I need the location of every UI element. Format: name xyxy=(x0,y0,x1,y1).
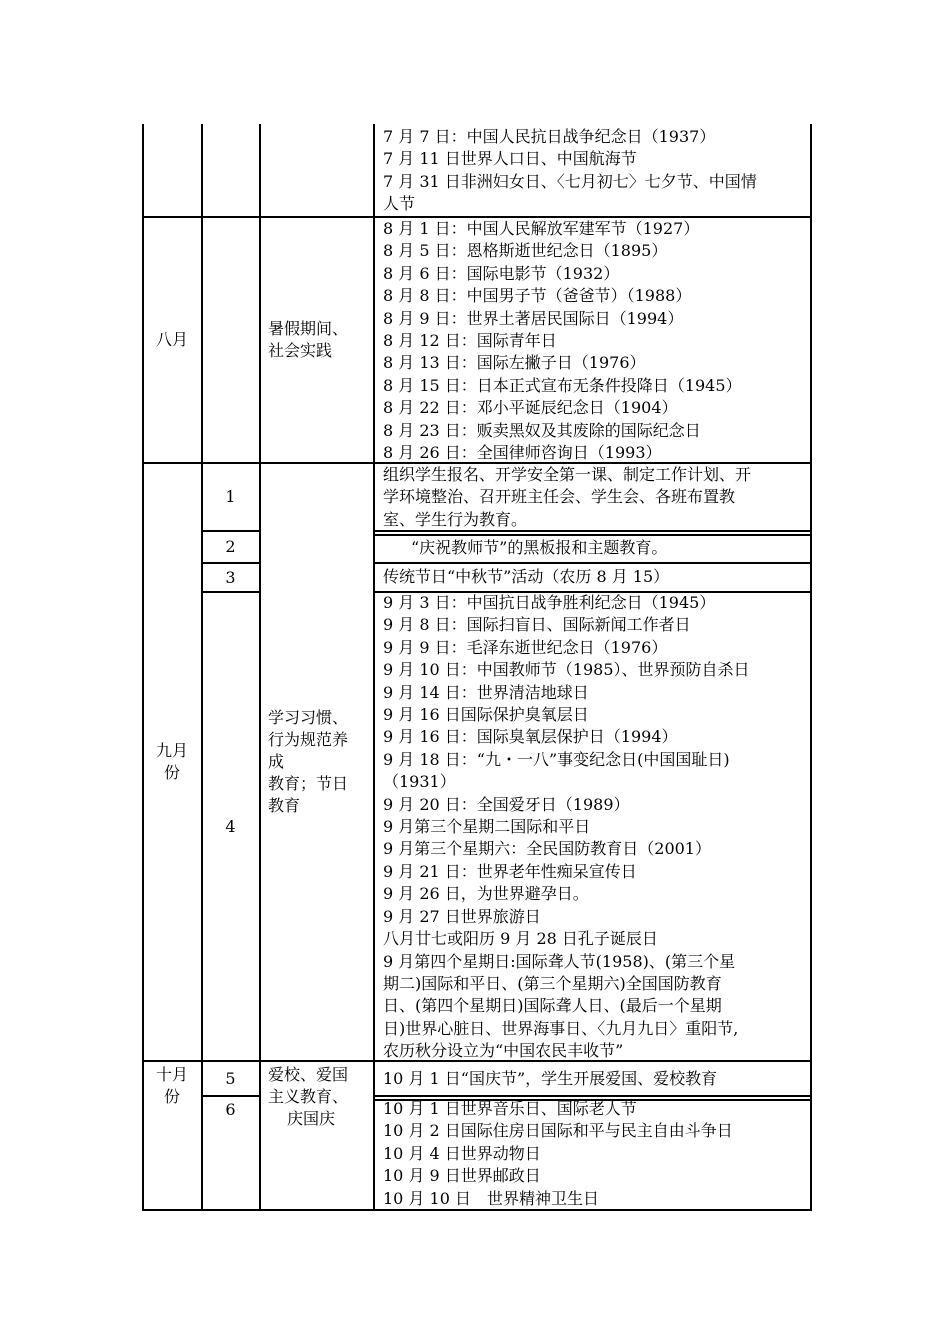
theme-line: 行为规范养 xyxy=(268,730,349,749)
week-line: 9 月 26 日，为世界避孕日。 xyxy=(383,884,589,904)
august-event: 8 月 5 日：恩格斯逝世纪念日（1895） xyxy=(383,241,668,261)
week-number: 1 xyxy=(225,487,236,506)
week-4-content xyxy=(383,592,750,1063)
week-line: 10 月 10 日 世界精神卫生日 xyxy=(383,1188,599,1208)
week-line: 9 月 3 日：中国抗日战争胜利纪念日（1945） xyxy=(383,593,716,612)
week-6-content xyxy=(383,1098,733,1210)
august-event: 8 月 15 日：日本正式宣布无条件投降日（1945） xyxy=(383,375,742,395)
week-number-2 xyxy=(202,532,259,562)
august-event: 8 月 22 日：邓小平诞辰纪念日（1904） xyxy=(383,398,678,418)
week-line: 9 月第四个星期日:国际聋人节(1958)、(第三个星 xyxy=(383,951,736,971)
august-event: 8 月 26 日：全国律师咨询日（1993） xyxy=(383,443,662,463)
week-line: 9 月 8 日：国际扫盲日、国际新闻工作者日 xyxy=(383,615,691,635)
week-line: 9 月第三个星期二国际和平日 xyxy=(383,817,591,837)
october-month-label xyxy=(143,1064,201,1108)
week-line: 学环境整治、召开班主任会、学生会、各班布置教 xyxy=(383,487,736,507)
month-suffix: 份 xyxy=(163,1087,180,1106)
week-number-3 xyxy=(202,564,259,591)
august-event: 8 月 9 日：世界土著居民国际日（1994） xyxy=(383,308,684,328)
week-line: 农历秋分设立为“中国农民丰收节” xyxy=(383,1041,624,1061)
august-event: 8 月 6 日：国际电影节（1932） xyxy=(383,263,620,283)
week-line: 9 月 16 日国际保护臭氧层日 xyxy=(383,705,589,725)
week-line: 9 月 21 日：世界老年性痴呆宣传日 xyxy=(383,861,637,881)
week-line: 10 月 1 日“国庆节”，学生开展爱国、爱校教育 xyxy=(383,1069,718,1088)
week-number: 2 xyxy=(225,537,236,556)
month-name: 九月 xyxy=(155,741,188,760)
week-line: 10 月 2 日国际住房日国际和平与民主自由斗争日 xyxy=(383,1121,733,1141)
theme-line: 主义教育、 xyxy=(268,1087,349,1106)
theme-line: 社会实践 xyxy=(268,341,333,360)
week-line: 八月廿七或阳历 9 月 28 日孔子诞辰日 xyxy=(383,929,658,949)
august-theme xyxy=(268,318,348,362)
september-theme xyxy=(268,707,348,817)
table-divider-theme xyxy=(373,124,375,1211)
august-events xyxy=(383,218,742,464)
week-line: 期二)国际和平日、(第三个星期六)全国国防教育 xyxy=(383,973,722,993)
theme-line: 教育；节日 xyxy=(268,774,349,793)
week-divider-1-2-right-b xyxy=(373,534,812,536)
week-number: 6 xyxy=(225,1100,236,1119)
week-line: 9 月 18 日：“九・一八”事变纪念日(中国国耻日) xyxy=(383,749,730,769)
week-line: 室、学生行为教育。 xyxy=(383,509,528,529)
july-event: 人节 xyxy=(383,194,416,214)
week-line: 9 月第三个星期六：全民国防教育日（2001） xyxy=(383,839,711,859)
week-line: 日)世界心脏日、世界海事日、〈九月九日〉重阳节, xyxy=(383,1018,739,1038)
theme-line: 暑假期间、 xyxy=(268,319,349,338)
week-line: 10 月 1 日世界音乐日、国际老人节 xyxy=(383,1099,637,1118)
week-number-6 xyxy=(202,1097,259,1123)
july-event: 7 月 7 日：中国人民抗日战争纪念日（1937） xyxy=(383,127,716,146)
table-border-right xyxy=(810,124,812,1211)
month-name: 八月 xyxy=(155,330,188,349)
theme-line: 学习习惯、 xyxy=(268,708,349,727)
july-events xyxy=(383,126,757,216)
week-number: 3 xyxy=(225,567,236,587)
week-line: “庆祝教师节”的黑板报和主题教育。 xyxy=(411,538,668,557)
week-2-content xyxy=(411,537,667,559)
week-line: 10 月 9 日世界邮政日 xyxy=(383,1166,541,1186)
week-line: 9 月 16 日：国际臭氧层保护日（1994） xyxy=(383,727,678,747)
week-5-content xyxy=(383,1068,717,1090)
theme-line: 成 xyxy=(268,752,285,771)
theme-line: 教育 xyxy=(268,796,301,815)
august-event: 8 月 12 日：国际青年日 xyxy=(383,331,557,351)
week-1-content xyxy=(383,464,751,531)
week-line: 10 月 4 日世界动物日 xyxy=(383,1143,541,1163)
july-event: 7 月 31 日非洲妇女日、〈七月初七〉七夕节、中国情 xyxy=(383,171,757,191)
august-event: 8 月 23 日：贩卖黑奴及其废除的国际纪念日 xyxy=(383,420,701,440)
august-event: 8 月 13 日：国际左撇子日（1976） xyxy=(383,353,646,373)
month-suffix: 份 xyxy=(163,763,180,782)
august-month-label xyxy=(143,218,201,462)
theme-line: 庆国庆 xyxy=(287,1109,336,1128)
theme-line: 爱校、爱国 xyxy=(268,1065,349,1084)
week-line: 传统节日“中秋节”活动（农历 8 月 15） xyxy=(383,567,670,586)
august-event: 8 月 1 日：中国人民解放军建军节（1927） xyxy=(383,219,700,238)
week-line: 9 月 27 日世界旅游日 xyxy=(383,906,541,926)
september-month-label xyxy=(143,464,201,1060)
month-name: 十月 xyxy=(155,1065,188,1084)
week-number: 4 xyxy=(225,816,236,836)
august-event: 8 月 8 日：中国男子节（爸爸节）（1988） xyxy=(383,286,692,306)
week-number-5 xyxy=(202,1064,259,1094)
october-theme xyxy=(268,1064,372,1130)
week-number: 5 xyxy=(225,1069,236,1088)
table-divider-week xyxy=(259,124,261,1211)
week-line: （1931） xyxy=(383,772,456,792)
week-divider-5-6-right xyxy=(373,1095,812,1097)
week-line: 9 月 9 日：毛泽东逝世纪念日（1976） xyxy=(383,637,668,657)
week-number-4 xyxy=(202,593,259,1060)
week-line: 9 月 20 日：全国爱牙日（1989） xyxy=(383,794,630,814)
week-divider-2-3-right xyxy=(373,562,812,564)
week-line: 组织学生报名、开学安全第一课、制定工作计划、开 xyxy=(383,465,752,484)
week-3-content xyxy=(383,566,669,588)
week-line: 9 月 10 日：中国教师节（1985）、世界预防自杀日 xyxy=(383,660,750,680)
week-line: 日、(第四个星期日)国际聋人日、(最后一个星期 xyxy=(383,996,722,1016)
july-event: 7 月 11 日世界人口日、中国航海节 xyxy=(383,149,637,169)
week-line: 9 月 14 日：世界清洁地球日 xyxy=(383,682,589,702)
week-number-1 xyxy=(202,464,259,530)
